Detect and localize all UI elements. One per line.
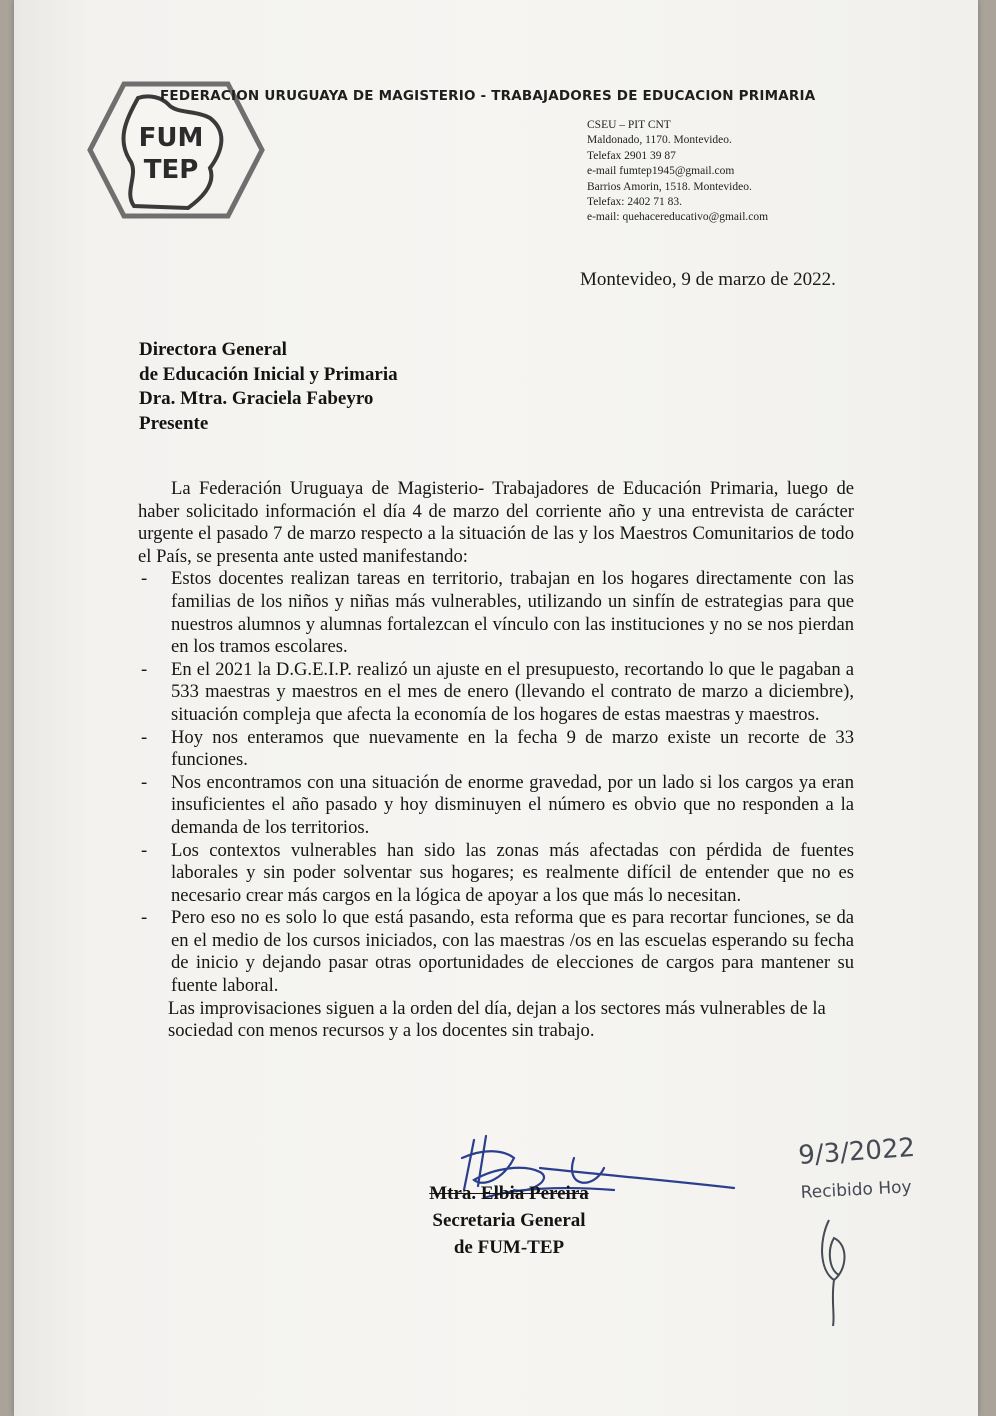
list-item-text: Nos encontramos con una situación de enorme gravedad, por un lado si los cargos ya eran insuficientes el año pasado y hoy disminuyen el número es obvio que no responden a la demanda de los territorios.	[171, 771, 854, 838]
list-item	[138, 772, 854, 840]
handwritten-note: Recibido Hoy	[800, 1177, 913, 1203]
list-item	[138, 907, 854, 997]
organization-title: FEDERACION URUGUAYA DE MAGISTERIO - TRABAJADORES DE EDUCACION PRIMARIA	[160, 88, 816, 104]
recipient-line: de Educación Inicial y Primaria	[139, 363, 398, 385]
logo-text-fum: FUM	[138, 123, 204, 153]
signature-block	[396, 1180, 622, 1261]
signer-name: Mtra. Elbia Pereira	[429, 1183, 589, 1204]
letter-date: Montevideo, 9 de marzo de 2022.	[580, 269, 836, 290]
contact-line: e-mail fumtep1945@gmail.com	[587, 165, 735, 178]
contact-info	[587, 118, 768, 226]
handwritten-received-note	[789, 1130, 989, 1330]
bullet-dash: -	[141, 771, 148, 793]
recipient-line: Dra. Mtra. Graciela Fabeyro	[139, 388, 374, 409]
contact-line: CSEU – PIT CNT	[587, 119, 671, 131]
contact-line: Telefax 2901 39 87	[587, 149, 676, 162]
list-item-text: Hoy nos enteramos que nuevamente en la fecha 9 de marzo existe un recorte de 33 funciones.	[171, 726, 854, 771]
item-list	[138, 568, 854, 997]
list-item	[138, 659, 854, 727]
signer-org: de FUM-TEP	[453, 1237, 565, 1258]
handwritten-date: 9/3/2022	[797, 1132, 916, 1171]
list-item	[138, 727, 854, 772]
list-item-text: Los contextos vulnerables han sido las zonas más afectadas con pérdida de fuentes laborales y sin poder solventar sus hogares; es realmente difícil de entender que no es necesario crear más cargos en la lógica de apoyar a los que más lo necesitan.	[171, 839, 854, 906]
logo-text-tep: TEP	[143, 155, 199, 185]
letter-page	[14, 0, 978, 1416]
contact-line: e-mail: quehacereducativo@gmail.com	[587, 211, 769, 224]
intro-paragraph: La Federación Uruguaya de Magisterio- Trabajadores de Educación Primaria, luego de haber solicitado información el día 4 de marzo del corriente año y una entrevista de carácter urgente el pasado 7 de marzo respecto a la situación de las y los Maestros Comunitarios de todo el País, se presenta ante usted manifestando:	[138, 478, 854, 567]
signer-title: Secretaria General	[432, 1210, 586, 1231]
initials-scribble-icon	[822, 1220, 844, 1326]
list-item-text: Pero eso no es solo lo que está pasando, esta reforma que es para recortar funciones, se da en el medio de los cursos iniciados, con las maestras /os en las escuelas esperando su fecha de inicio y dejando pasar otras oportunidades de elecciones de cargos para mantener su fuente laboral.	[171, 907, 854, 997]
contact-line: Barrios Amorin, 1518. Montevideo.	[587, 180, 752, 193]
bullet-dash: -	[141, 907, 148, 929]
letter-body	[138, 478, 854, 1043]
recipient-block	[139, 338, 398, 436]
recipient-line: Presente	[139, 412, 209, 434]
closing-paragraph: Las improvisaciones siguen a la orden del día, dejan a los sectores más vulnerables de la sociedad con menos recursos y a los docentes sin trabajo.	[168, 997, 826, 1042]
contact-line: Maldonado, 1170. Montevideo.	[587, 134, 732, 147]
list-item-text: En el 2021 la D.G.E.I.P. realizó un ajuste en el presupuesto, recortando lo que le pagaban a 533 maestras y maestros en el mes de enero (llevando el contrato de marzo a diciembre), situación compleja que afecta la economía de los hogares de estas maestras y maestros.	[171, 658, 854, 725]
bullet-dash: -	[141, 658, 148, 680]
recipient-line: Directora General	[139, 339, 287, 360]
list-item	[138, 568, 854, 658]
list-item-text: Estos docentes realizan tareas en territorio, trabajan en los hogares directamente con las familias de los niños y niñas más vulnerables, utilizando un sinfín de estrategias para que nuestros alumnos y alumnas fortalezcan el vínculo con las instituciones y no se nos pierdan en los tramos escolares.	[171, 568, 854, 658]
bullet-dash: -	[141, 568, 148, 590]
contact-line: Telefax: 2402 71 83.	[587, 196, 683, 209]
list-item	[138, 840, 854, 908]
bullet-dash: -	[141, 839, 148, 861]
bullet-dash: -	[141, 726, 148, 748]
